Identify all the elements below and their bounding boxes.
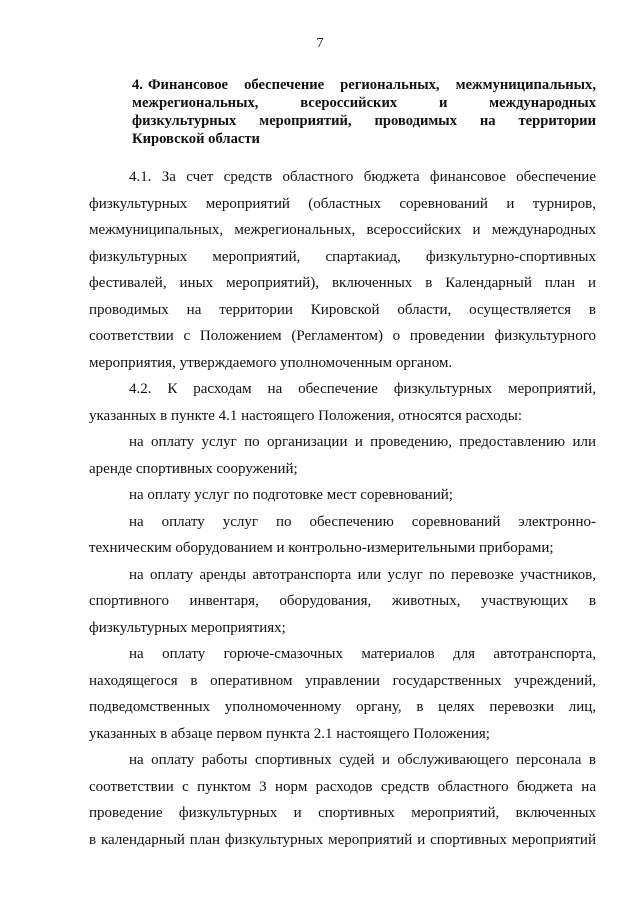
- text-line: техническим оборудованием и контрольно-измерительными приборами;: [89, 540, 554, 556]
- text-line: 4.2. К расходам на обеспечение физкультурных мероприятий,: [129, 381, 596, 397]
- text-line: проводимых на территории Кировской области, осуществляется в: [89, 301, 596, 318]
- text-line: на оплату аренды автотранспорта или услуг по перевозке участников,: [129, 566, 596, 583]
- paragraph: [89, 429, 596, 482]
- heading-line: межрегиональных, всероссийских и международных: [132, 95, 596, 111]
- text-line: спортивного инвентаря, оборудования, животных, участвующих в: [89, 593, 596, 609]
- text-line: указанных в пункте 4.1 настоящего Положения, относятся расходы:: [89, 407, 523, 424]
- text-line: на оплату услуг по организации и проведению, предоставлению или: [129, 434, 596, 450]
- text-line: соответствии с Положением (Регламентом) о проведении физкультурного: [89, 328, 596, 344]
- text-line: в календарный план физкультурных мероприятий и спортивных мероприятий: [89, 831, 596, 848]
- document-body: [89, 164, 596, 853]
- paragraph: [89, 562, 596, 642]
- text-line: мероприятия, утверждаемого уполномоченным органом.: [89, 354, 453, 371]
- text-line: фестивалей, иных мероприятий), включенных в Календарный план и: [89, 275, 596, 291]
- paragraph: [89, 509, 596, 562]
- text-line: на оплату услуг по подготовке мест соревнований;: [129, 487, 453, 503]
- text-line: межмуниципальных, межрегиональных, всероссийских и международных: [89, 222, 596, 238]
- text-line: проведение физкультурных и спортивных мероприятий, включенных: [89, 805, 596, 821]
- heading-line: физкультурных мероприятий, проводимых на территории: [132, 113, 596, 129]
- page-number: 7: [316, 36, 324, 51]
- paragraph: [89, 482, 596, 509]
- text-line: физкультурных мероприятий, спартакиад, физкультурно-спортивных: [89, 248, 596, 265]
- text-line: 4.1. За счет средств областного бюджета финансовое обеспечение: [129, 169, 596, 185]
- text-line: указанных в абзаце первом пункта 2.1 настоящего Положения;: [89, 725, 490, 742]
- text-line: физкультурных мероприятий (областных соревнований и турниров,: [89, 195, 596, 212]
- text-line: аренде спортивных сооружений;: [89, 460, 298, 477]
- text-line: подведомственных уполномоченному органу, в целях перевозки лиц,: [89, 699, 596, 715]
- heading-line: Финансовое обеспечение региональных, межмуниципальных,: [148, 77, 596, 93]
- text-line: на оплату услуг по обеспечению соревнований электронно-: [129, 513, 596, 530]
- text-line: соответствии с пунктом 3 норм расходов средств областного бюджета на: [89, 778, 596, 795]
- section-number: 4.: [132, 77, 143, 93]
- section-heading: [132, 76, 596, 148]
- paragraph: [89, 747, 596, 853]
- text-line: на оплату горюче-смазочных материалов для автотранспорта,: [129, 646, 596, 662]
- paragraph: [89, 164, 596, 376]
- paragraph: [89, 376, 596, 429]
- heading-line: Кировской области: [132, 131, 260, 147]
- paragraph: [89, 641, 596, 747]
- text-line: на оплату работы спортивных судей и обслуживающего персонала в: [129, 752, 596, 768]
- text-line: физкультурных мероприятиях;: [89, 619, 286, 636]
- text-line: находящегося в оперативном управлении государственных учреждений,: [89, 672, 596, 689]
